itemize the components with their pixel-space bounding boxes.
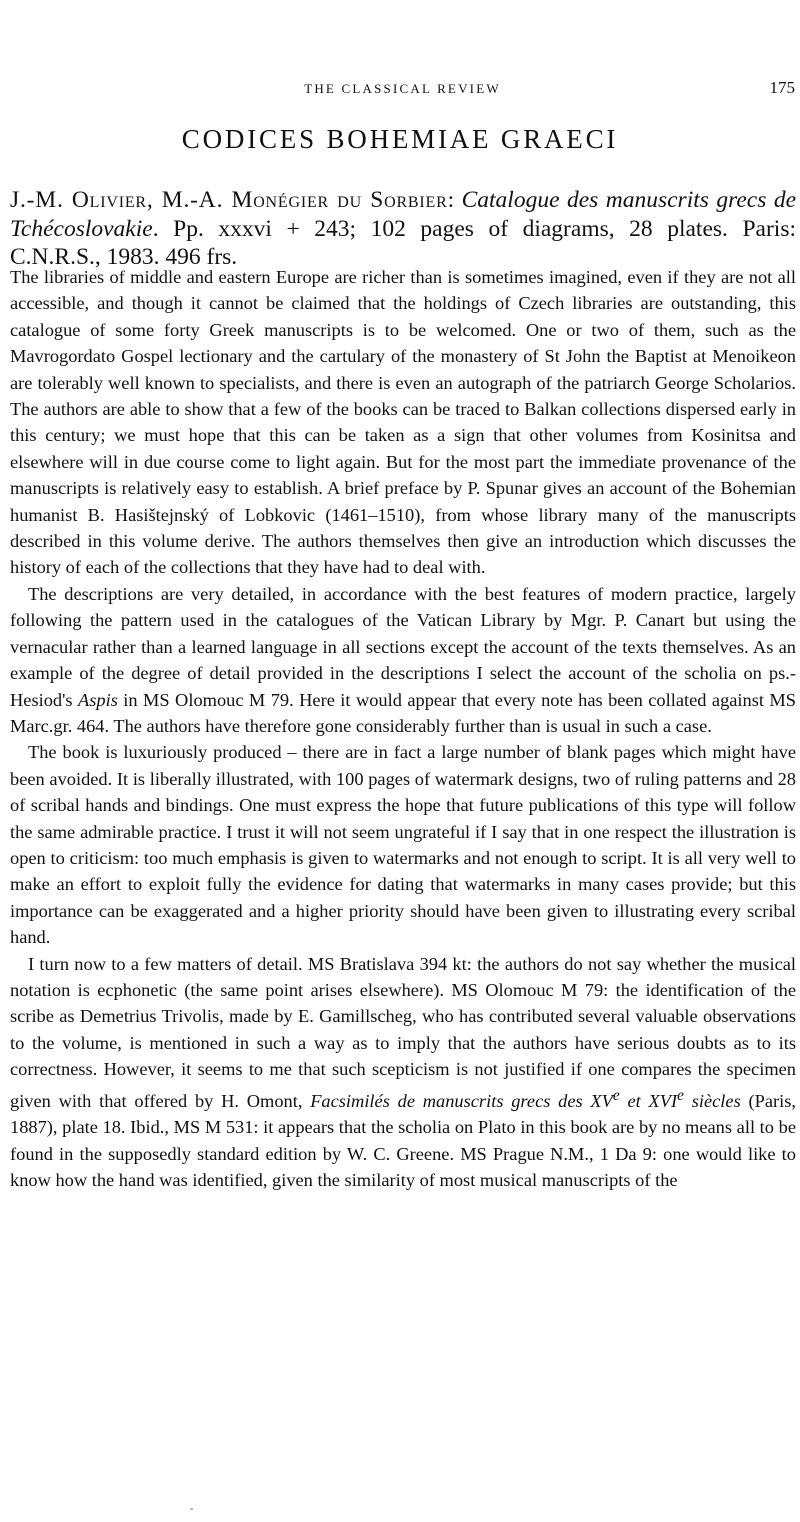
journal-title: THE CLASSICAL REVIEW (304, 81, 501, 96)
running-head (10, 78, 795, 100)
page-number: 175 (769, 78, 795, 97)
paragraph-1: The libraries of middle and eastern Europe are richer than is sometimes imagined, even if they are not all accessible, and though it cannot be claimed that the holdings of Czech libraries are outstanding, this catalogue of some forty Greek manuscripts is to be welcomed. One or two of them, such as the Mavrogordato Gospel lectionary and the cartulary of the monastery of St John the Baptist at Menoikeon are tolerably well known to specialists, and there is even an autograph of the patriarch George Scholarios. The authors are able to show that a few of the books can be traced to Balkan collections dispersed early in this century; we must hope that this can be taken as a sign that other volumes from Kosinitsa and elsewhere will in due course come to light again. But for the most part the immediate provenance of the manuscripts is relatively easy to establish. A brief preface by P. Spunar gives an account of the Bohemian humanist B. Hasištejnský of Lobkovic (1461–1510), from whose library many of the manuscripts described in this volume derive. The authors themselves then give an introduction which discusses the history of each of the collections that they have had to deal with. (10, 267, 796, 578)
citation-authors: J.-M. Olivier, M.-A. Monégier du Sorbier (10, 187, 448, 213)
paragraph-2-text-b: in MS Olomouc M 79. Here it would appear that every note has been collated against MS Marc.gr. 464. The authors have therefore gone considerably further than is usual in such a case. (10, 689, 797, 736)
print-speck (190, 1508, 193, 1510)
facs-sup-1: e (612, 1086, 620, 1104)
review-body (10, 264, 796, 1193)
paragraph-2 (10, 581, 796, 739)
paragraph-2-text-a: The descriptions are very detailed, in accordance with the best features of modern practice, largely following the pattern used in the catalogues of the Vatican Library by Mgr. P. Canart but using the vernacular rather than a learned language in all sections except the account of the texts themselves. As an example of the degree of detail provided in the descriptions I select the account of the scholia on ps.-Hesiod's (10, 583, 796, 710)
facs-part-2: et XVI (619, 1090, 678, 1111)
facs-sup-2: e (677, 1086, 684, 1104)
paragraph-4 (10, 951, 796, 1194)
facs-part-3: siècles (683, 1090, 741, 1111)
citation-book-title: Catalogue des manuscrits grecs de Tchécoslovakie (10, 187, 797, 242)
paragraph-4-facsimiles-title (310, 1086, 741, 1111)
paragraph-4-text-a: I turn now to a few matters of detail. MS Bratislava 394 kt: the authors do not say whether the musical notation is ecphonetic (the same point arises elsewhere). MS Olomouc M 79: the identification of the scribe as Demetrius Trivolis, made by E. Gamillscheg, who has contributed several valuable observations to the volume, is mentioned in such a way as to imply that the authors have serious doubts as to its correctness. However, it seems to me that such scepticism is not justified if one compares the specimen given with that offered by H. Omont, (10, 953, 796, 1111)
book-citation (10, 186, 796, 272)
paragraph-4-text-b: (Paris, 1887), plate 18. Ibid., MS M 531: it appears that the scholia on Plato in this book are by no means all to be found in the supposedly standard edition by W. C. Greene. MS Prague N.M., 1 Da 9: one would like to know how the hand was identified, given the similarity of most musical manuscripts of the (10, 1090, 797, 1190)
citation-details: . Pp. xxxvi + 243; 102 pages of diagrams, 28 plates. Paris: C.N.R.S., 1983. 496 frs. (10, 215, 796, 270)
article-title: CODICES BOHEMIAE GRAECI (181, 124, 619, 154)
facs-part-1: Facsimilés de manuscrits grecs des XV (310, 1090, 613, 1111)
citation-colon: : (447, 187, 462, 213)
paragraph-3: The book is luxuriously produced – there are in fact a large number of blank pages which might have been avoided. It is liberally illustrated, with 100 pages of watermark designs, two of ruling patterns and 28 of scribal hands and bindings. One must express the hope that future publications of this type will follow the same admirable practice. I trust it will not seem ungrateful if I say that in one respect the illustration is open to criticism: too much emphasis is given to watermarks and not enough to script. It is all very well to make an effort to exploit fully the evidence for dating that watermarks in many cases provide; but this importance can be exaggerated and a higher priority should have been given to illustrating every scribal hand. (10, 742, 796, 948)
paragraph-2-aspis: Aspis (78, 689, 118, 710)
